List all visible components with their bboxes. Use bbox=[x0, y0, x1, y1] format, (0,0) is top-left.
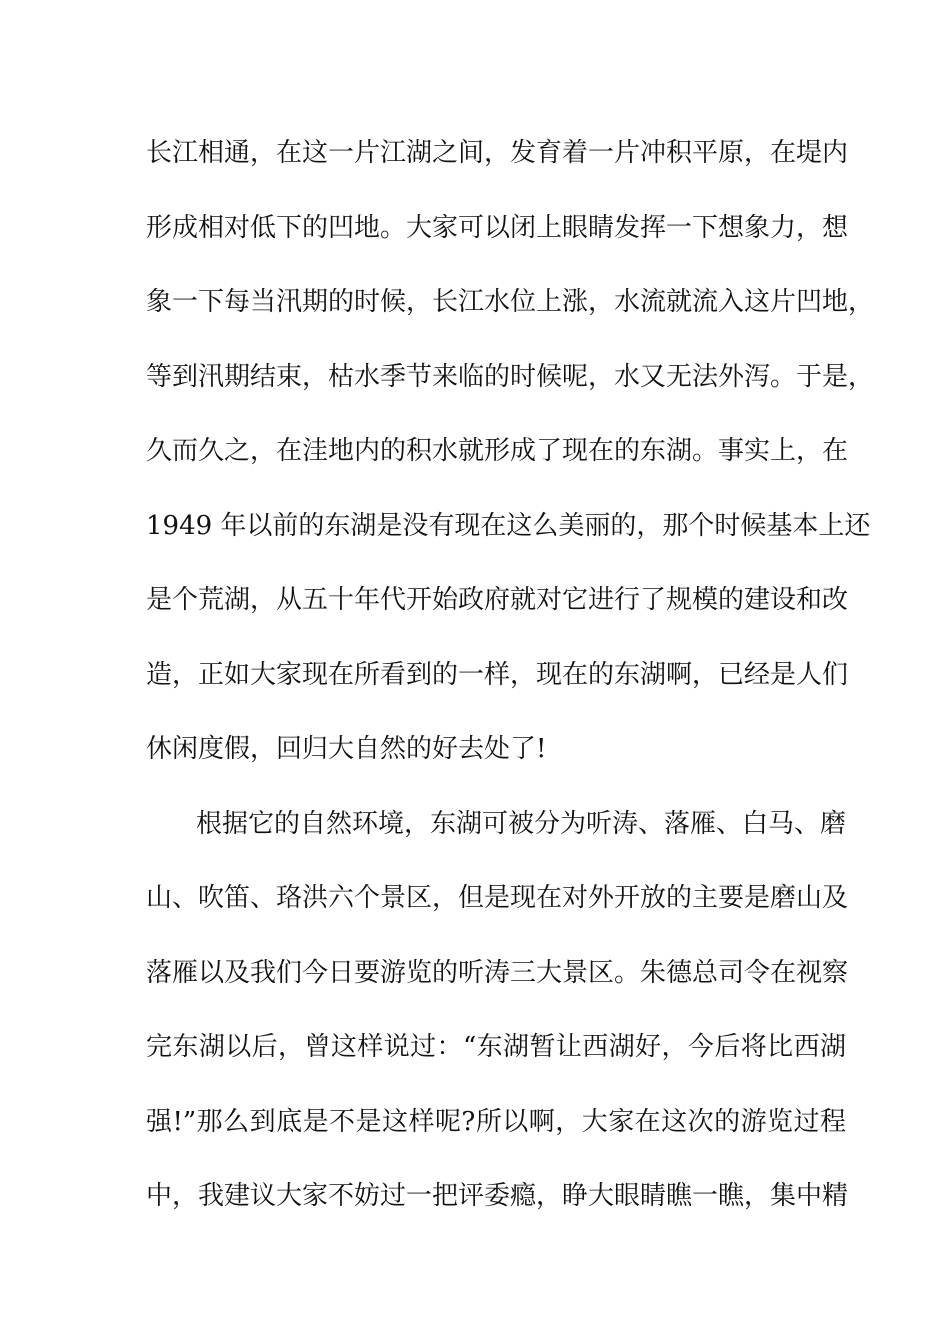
text-line: 是个荒湖，从五十年代开始政府就对它进行了规模的建设和改 bbox=[146, 585, 849, 615]
paragraph-end-line: 休闲度假，回归大自然的好去处了! bbox=[146, 734, 547, 764]
text-line: 等到汛期结束，枯水季节来临的时候呢，水又无法外泻。于是， bbox=[146, 361, 875, 392]
text-line: 形成相对低下的凹地。大家可以闭上眼睛发挥一下想象力，想 bbox=[146, 212, 849, 243]
text-line: 造，正如大家现在所看到的一样，现在的东湖啊，已经是人们 bbox=[146, 659, 849, 690]
text-line: 山、吹笛、珞洪六个景区，但是现在对外开放的主要是磨山及 bbox=[146, 883, 849, 913]
text-line: 中，我建议大家不妨过一把评委瘾，睁大眼睛瞧一瞧，集中精 bbox=[146, 1181, 849, 1211]
text-line: 强!”那么到底是不是这样呢?所以啊，大家在这次的游览过程 bbox=[146, 1106, 846, 1137]
text-line: 1949 年以前的东湖是没有现在这么美丽的，那个时候基本上还 bbox=[146, 510, 871, 541]
text-line: 完东湖以后，曾这样说过：“东湖暂让西湖好，今后将比西湖 bbox=[146, 1032, 846, 1062]
paragraph-start-line: 根据它的自然环境，东湖可被分为听涛、落雁、白马、磨 bbox=[196, 808, 847, 839]
text-line: 长江相通，在这一片江湖之间，发育着一片冲积平原，在堤内 bbox=[146, 138, 849, 168]
body-text bbox=[146, 128, 875, 1246]
text-line: 久而久之，在洼地内的积水就形成了现在的东湖。事实上，在 bbox=[146, 436, 849, 466]
text-line: 象一下每当汛期的时候，长江水位上涨，水流就流入这片凹地， bbox=[146, 287, 875, 317]
text-line: 落雁以及我们今日要游览的听涛三大景区。朱德总司令在视察 bbox=[146, 957, 849, 988]
